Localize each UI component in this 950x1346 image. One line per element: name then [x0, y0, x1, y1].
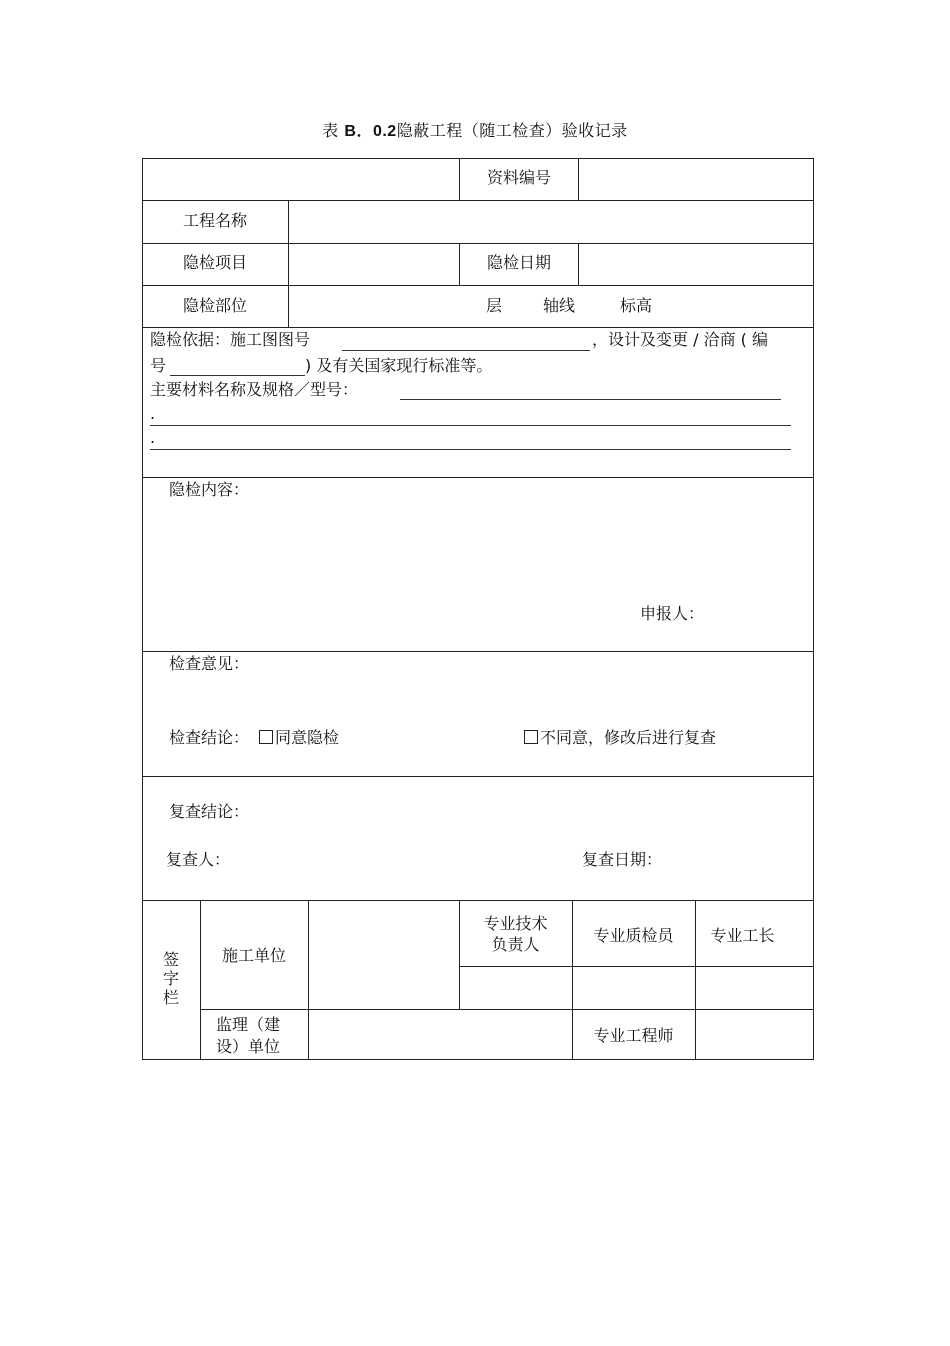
- engineer-sign-field[interactable]: [696, 1010, 813, 1059]
- materials-underline-2[interactable]: [150, 425, 791, 426]
- materials-label: 主要材料名称及规格／型号：: [150, 380, 359, 399]
- signature-char: 签: [162, 950, 179, 969]
- construction-unit-field[interactable]: [309, 901, 459, 1009]
- table-border-bottom: [142, 1059, 814, 1060]
- materials-underline[interactable]: [400, 399, 781, 400]
- dot-mark: .: [150, 428, 156, 447]
- opinion-label: 检查意见：: [169, 654, 250, 673]
- materials-underline-3[interactable]: [150, 449, 791, 450]
- content-label: 隐检内容：: [169, 480, 250, 499]
- disagree-label: 不同意，修改后进行复查: [540, 728, 717, 747]
- signature-column-label: [142, 950, 200, 1007]
- tech-lead-line: 专业技术: [483, 914, 548, 933]
- row-divider: [142, 900, 814, 901]
- project-name-field[interactable]: [289, 201, 813, 243]
- title-code: B．0.2: [344, 123, 397, 140]
- change-no-underline[interactable]: [170, 375, 305, 376]
- row-divider: [142, 477, 814, 478]
- foreman-sign-field[interactable]: [696, 967, 813, 1009]
- date-field[interactable]: [579, 244, 813, 285]
- location-label: 隐检部位: [182, 296, 247, 315]
- agree-label: 同意隐检: [275, 728, 340, 747]
- quality-inspector-sign-field[interactable]: [573, 967, 695, 1009]
- disagree-option[interactable]: [524, 728, 716, 748]
- project-name-label: 工程名称: [182, 211, 247, 230]
- dot-mark: .: [150, 404, 156, 423]
- recheck-date-label: 复查日期：: [582, 850, 663, 869]
- tech-lead-label: [459, 913, 572, 955]
- row-divider: [142, 776, 814, 777]
- recheck-conclusion-label: 复查结论：: [169, 802, 250, 821]
- engineer-label: 专业工程师: [593, 1026, 674, 1045]
- row-divider: [142, 651, 814, 652]
- doc-no-label: 资料编号: [486, 168, 551, 187]
- item-field[interactable]: [289, 244, 459, 285]
- reporter-label: 申报人：: [640, 604, 705, 623]
- basis-line1-label: 隐检依据：施工图图号: [150, 330, 311, 349]
- tech-lead-sign-field[interactable]: [460, 967, 572, 1009]
- basis-line1-suffix: ，设计及变更 / 洽商 ( 编: [592, 330, 768, 349]
- disagree-checkbox[interactable]: [524, 730, 538, 744]
- supervision-unit-label: [216, 1014, 280, 1058]
- doc-no-field[interactable]: [579, 159, 813, 200]
- construction-unit-label: 施工单位: [221, 946, 286, 965]
- col-divider: [200, 900, 201, 1060]
- tech-lead-line: 负责人: [491, 935, 540, 954]
- basis-line2-suffix: ) 及有关国家现行标准等。: [305, 356, 493, 375]
- title-name: 隐蔽工程（随工检查）验收记录: [396, 121, 628, 140]
- row-divider: [142, 327, 814, 328]
- recheck-person-label: 复查人：: [166, 850, 231, 869]
- table-border-left: [142, 158, 143, 1060]
- supervision-unit-field[interactable]: [309, 1010, 572, 1059]
- foreman-label: 专业工长: [710, 926, 775, 945]
- content-field[interactable]: [150, 504, 805, 594]
- item-label: 隐检项目: [182, 253, 247, 272]
- title-prefix: 表: [322, 121, 339, 140]
- floor-label: 层: [486, 296, 503, 315]
- signature-char: 栏: [162, 988, 179, 1007]
- date-label: 隐检日期: [486, 253, 551, 272]
- drawing-no-underline[interactable]: [342, 350, 590, 351]
- supervision-unit-line: 设）单位: [216, 1037, 281, 1056]
- signature-char: 字: [162, 969, 179, 988]
- quality-inspector-label: 专业质检员: [593, 926, 674, 945]
- axis-label: 轴线: [543, 296, 576, 315]
- conclusion-label: 检查结论：: [169, 728, 250, 747]
- page-title: [0, 118, 950, 141]
- basis-line2-prefix: 号: [150, 356, 167, 375]
- agree-checkbox[interactable]: [259, 730, 273, 744]
- agree-option[interactable]: [259, 728, 339, 748]
- table-border-right: [813, 158, 814, 1060]
- supervision-unit-line: 监理（建: [216, 1015, 281, 1034]
- row-divider: [142, 285, 814, 286]
- elevation-label: 标高: [620, 296, 653, 315]
